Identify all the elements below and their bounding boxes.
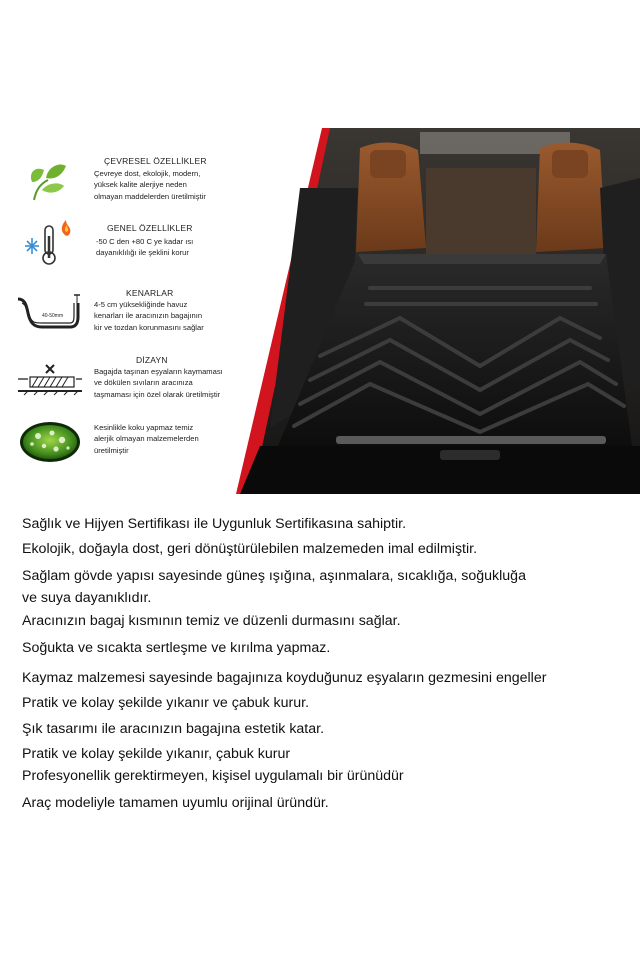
feature-title: ÇEVRESEL ÖZELLİKLER — [104, 156, 207, 166]
tray-edge-icon — [16, 293, 82, 333]
feature-desc: -50 C den +80 C ye kadar ısı dayanıklılığı ile şeklini korur — [96, 237, 194, 258]
claim-line: Sağlam gövde yapısı sayesinde güneş ışığına, aşınmalara, sıcaklığa, soğukluğa — [22, 568, 526, 584]
feature-title: KENARLAR — [126, 288, 174, 298]
claim-line: Profesyonellik gerektirmeyen, kişisel uygulamalı bir ürünüdür — [22, 768, 404, 784]
claim-line: Soğukta ve sıcakta sertleşme ve kırılma yapmaz. — [22, 640, 331, 656]
car-trunk-mat-photo — [240, 128, 640, 494]
claim-line: Pratik ve kolay şekilde yıkanır, çabuk kurur — [22, 746, 291, 762]
thermometer-icon — [22, 218, 76, 268]
claim-line: ve suya dayanıklıdır. — [22, 590, 152, 606]
feature-desc: 4-5 cm yüksekliğinde havuz kenarları ile aracınızın bagajının kir ve tozdan korunmasını sağlar — [94, 300, 204, 332]
feature-title: GENEL ÖZELLİKLER — [107, 223, 193, 233]
non-slip-surface-icon — [16, 361, 84, 397]
claim-line: Ekolojik, doğayla dost, geri dönüştürülebilen malzemeden imal edilmiştir. — [22, 541, 478, 557]
edge-height-label: 40-50mm — [42, 313, 64, 319]
feature-desc: Çevreye dost, ekolojik, modern, yüksek kalite alerjiye neden olmayan maddelerden üretilmiştir — [94, 169, 206, 201]
feature-title: DİZAYN — [136, 355, 168, 365]
claim-line: Kaymaz malzemesi sayesinde bagajınıza koyduğunuz eşyaların gezmesini engeller — [22, 670, 547, 686]
water-drops-icon — [20, 422, 80, 462]
feature-design — [0, 353, 270, 407]
feature-desc: Bagajda taşınan eşyaların kaymaması ve dökülen sıvıların aracınıza taşmaması için özel olarak üretilmiştir — [94, 367, 223, 399]
claim-line: Araç modeliyle tamamen uyumlu orijinal üründür. — [22, 795, 329, 811]
claim-line: Şık tasarımı ile aracınızın bagajına estetik katar. — [22, 721, 325, 737]
claim-line: Sağlık ve Hijyen Sertifikası ile Uygunluk Sertifikasına sahiptir. — [22, 516, 407, 532]
leaf-icon — [26, 160, 68, 204]
claim-line: Pratik ve kolay şekilde yıkanır ve çabuk kurur. — [22, 695, 310, 711]
feature-general — [0, 218, 270, 268]
feature-desc: Kesinlikle koku yapmaz temiz alerjik olmayan malzemelerden üretilmiştir — [94, 423, 199, 455]
feature-odorless — [0, 420, 270, 466]
claim-line: Aracınızın bagaj kısmının temiz ve düzenli durmasını sağlar. — [22, 613, 401, 629]
feature-edges — [0, 285, 270, 345]
feature-environmental — [0, 150, 270, 210]
